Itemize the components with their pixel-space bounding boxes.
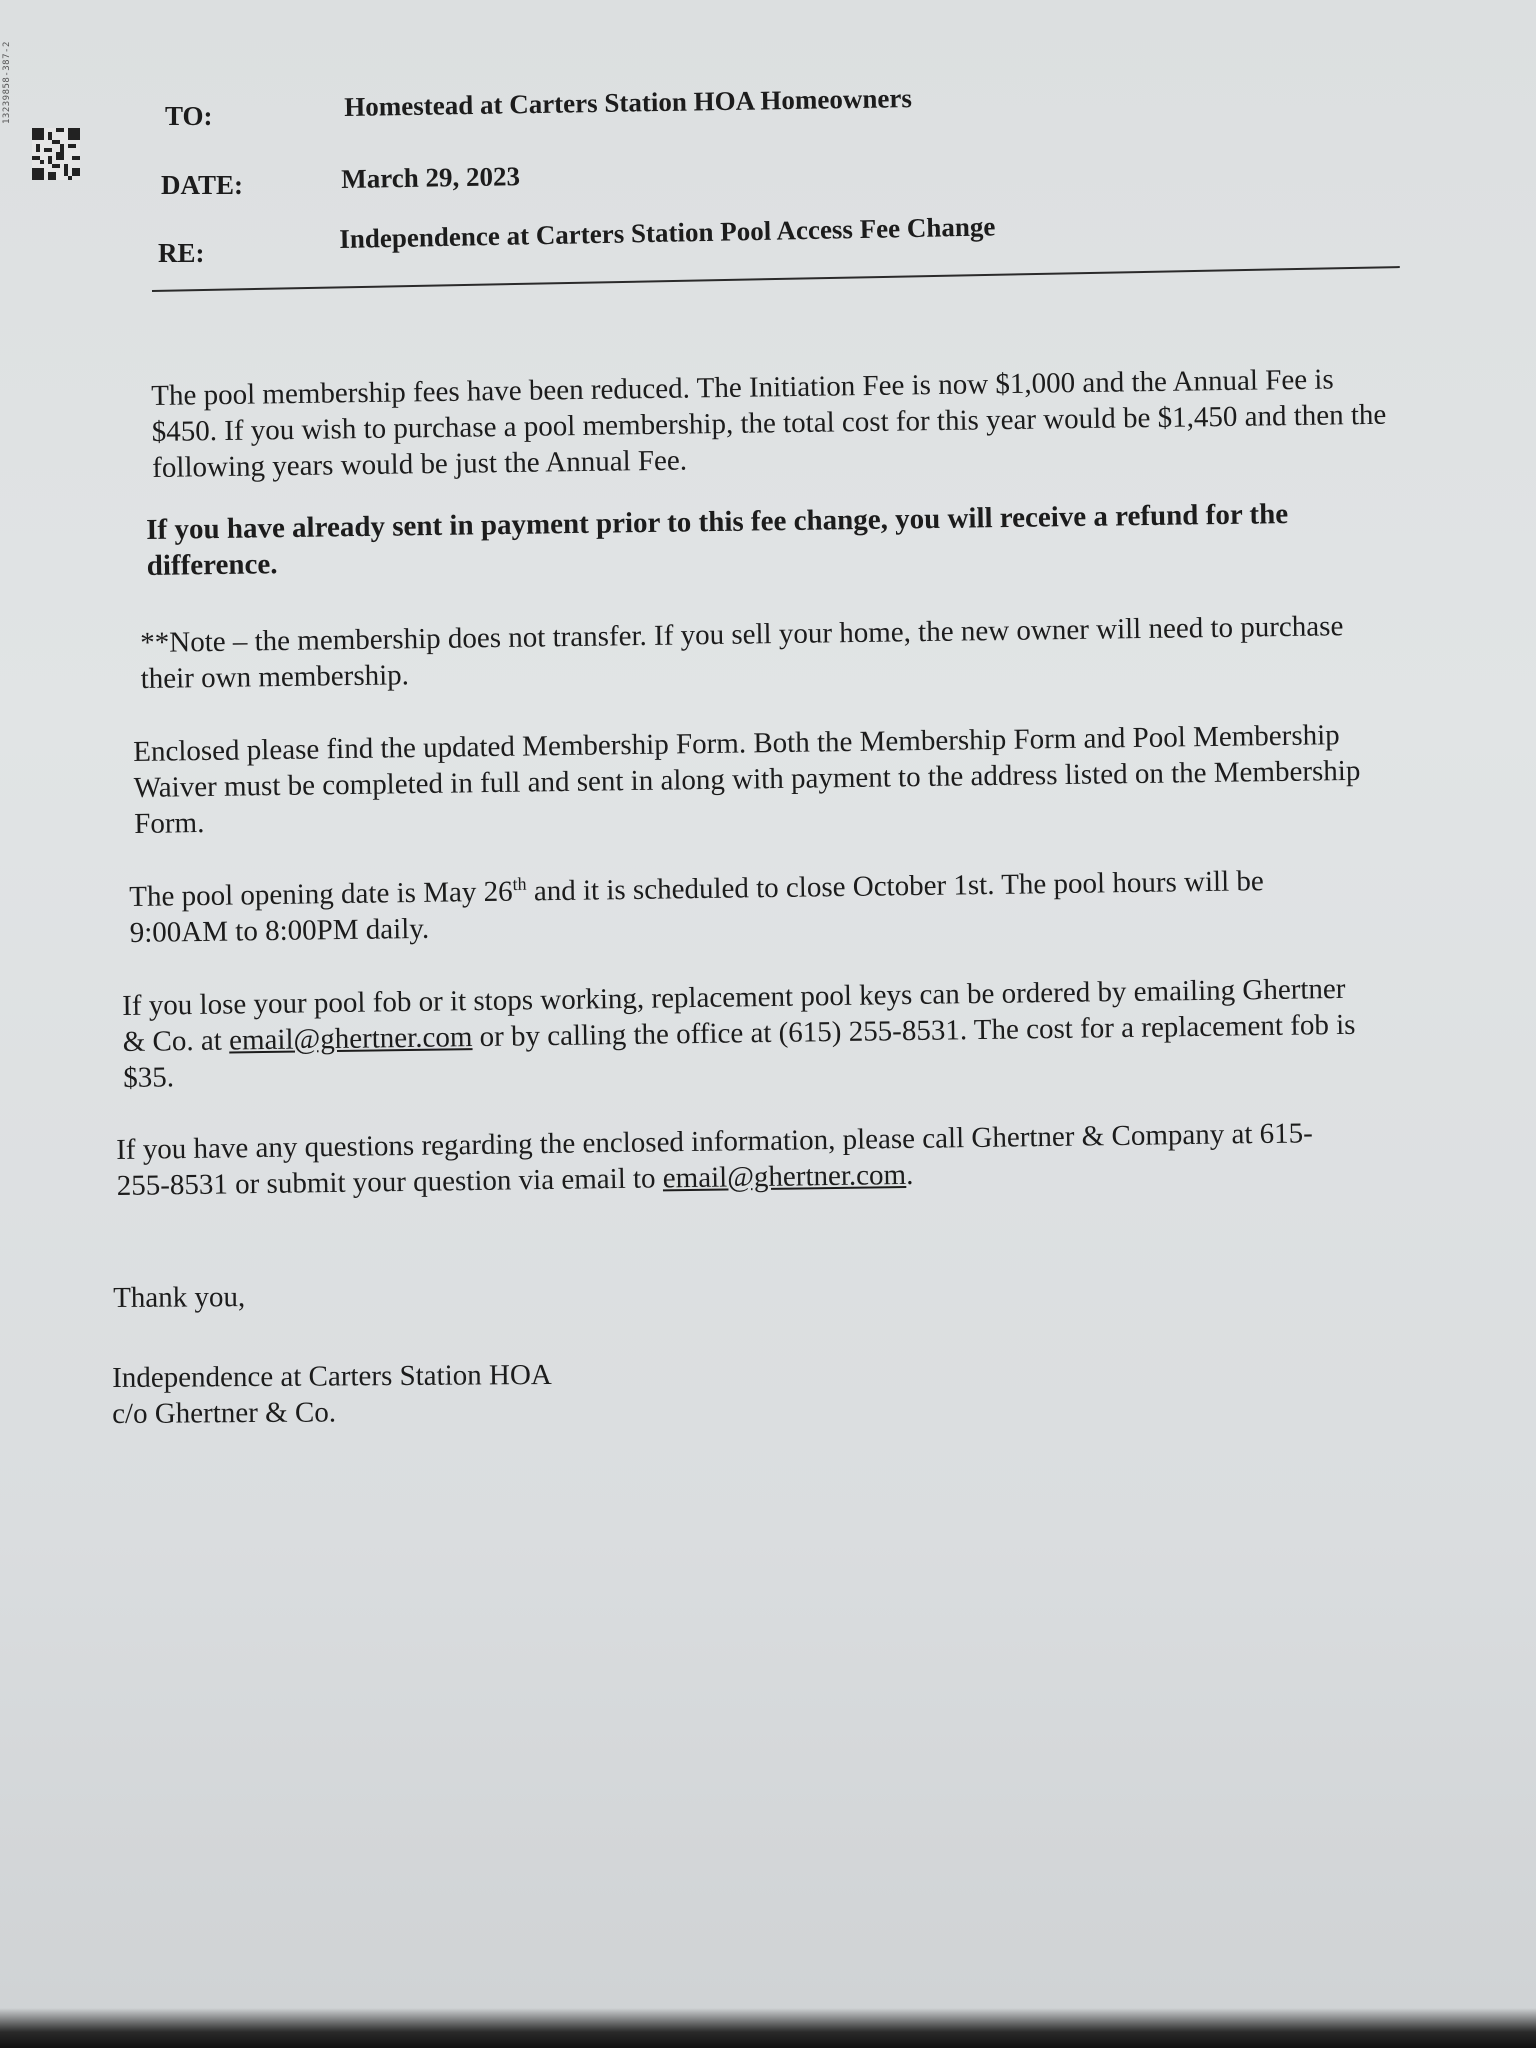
enclosed-form-paragraph xyxy=(133,717,1374,842)
signature-care-of: c/o Ghertner & Co. xyxy=(112,1396,337,1430)
pool-schedule-text: The pool opening date is May 26th and it is scheduled to close October 1st. The pool hours will be 9:00AM to 8:00PM daily. xyxy=(129,865,1264,949)
page-edge-shadow xyxy=(0,2008,1536,2048)
email-link[interactable]: email@ghertner.com xyxy=(228,1021,473,1057)
fee-reduction-text: The pool membership fees have been reduced. The Initiation Fee is now $1,000 and the Annual Fee is $450. If you wish to purchase a pool membership, the total cost for this year would be $1,450 and then the following years would be just the Annual Fee. xyxy=(151,363,1387,484)
header-divider xyxy=(152,266,1400,292)
document-id-code: 13239858-387-2 xyxy=(2,41,12,124)
refund-text: If you have already sent in payment prior to this fee change, you will receive a refund for the difference. xyxy=(146,498,1289,582)
transfer-note-paragraph xyxy=(140,608,1381,697)
pool-schedule-paragraph xyxy=(129,862,1370,951)
questions-text: If you have any questions regarding the enclosed information, please call Ghertner & Company at 615-255-8531 or submit your question via email to email@ghertner.com. xyxy=(116,1117,1314,1202)
to-label: TO: xyxy=(165,101,213,131)
questions-paragraph xyxy=(116,1115,1357,1204)
closing-thanks: Thank you, xyxy=(113,1281,246,1314)
date-label: DATE: xyxy=(161,170,244,200)
re-label: RE: xyxy=(158,238,205,268)
transfer-note-text: **Note – the membership does not transfer. If you sell your home, the new owner will need to purchase their own membership. xyxy=(140,610,1344,695)
barcode-icon xyxy=(32,128,80,180)
replacement-fob-text: If you lose your pool fob or it stops working, replacement pool keys can be ordered by emailing Ghertner & Co. at email@ghertner.com or by calling the office at (615) 255-8531. The cost for a replacement fob is $35. xyxy=(122,972,1356,1094)
fee-reduction-paragraph xyxy=(151,361,1392,486)
refund-paragraph xyxy=(146,495,1387,584)
enclosed-form-text: Enclosed please find the updated Membership Form. Both the Membership Form and Pool Membership Waiver must be completed in full and sent in along with payment to the address listed on the Membership Form. xyxy=(133,719,1361,840)
email-link[interactable]: email@ghertner.com xyxy=(662,1158,907,1195)
to-value: Homestead at Carters Station HOA Homeowners xyxy=(344,83,913,122)
re-value: Independence at Carters Station Pool Access Fee Change xyxy=(339,211,996,254)
replacement-fob-paragraph xyxy=(122,971,1363,1096)
date-value: March 29, 2023 xyxy=(341,161,521,194)
signature-org: Independence at Carters Station HOA xyxy=(112,1358,552,1394)
